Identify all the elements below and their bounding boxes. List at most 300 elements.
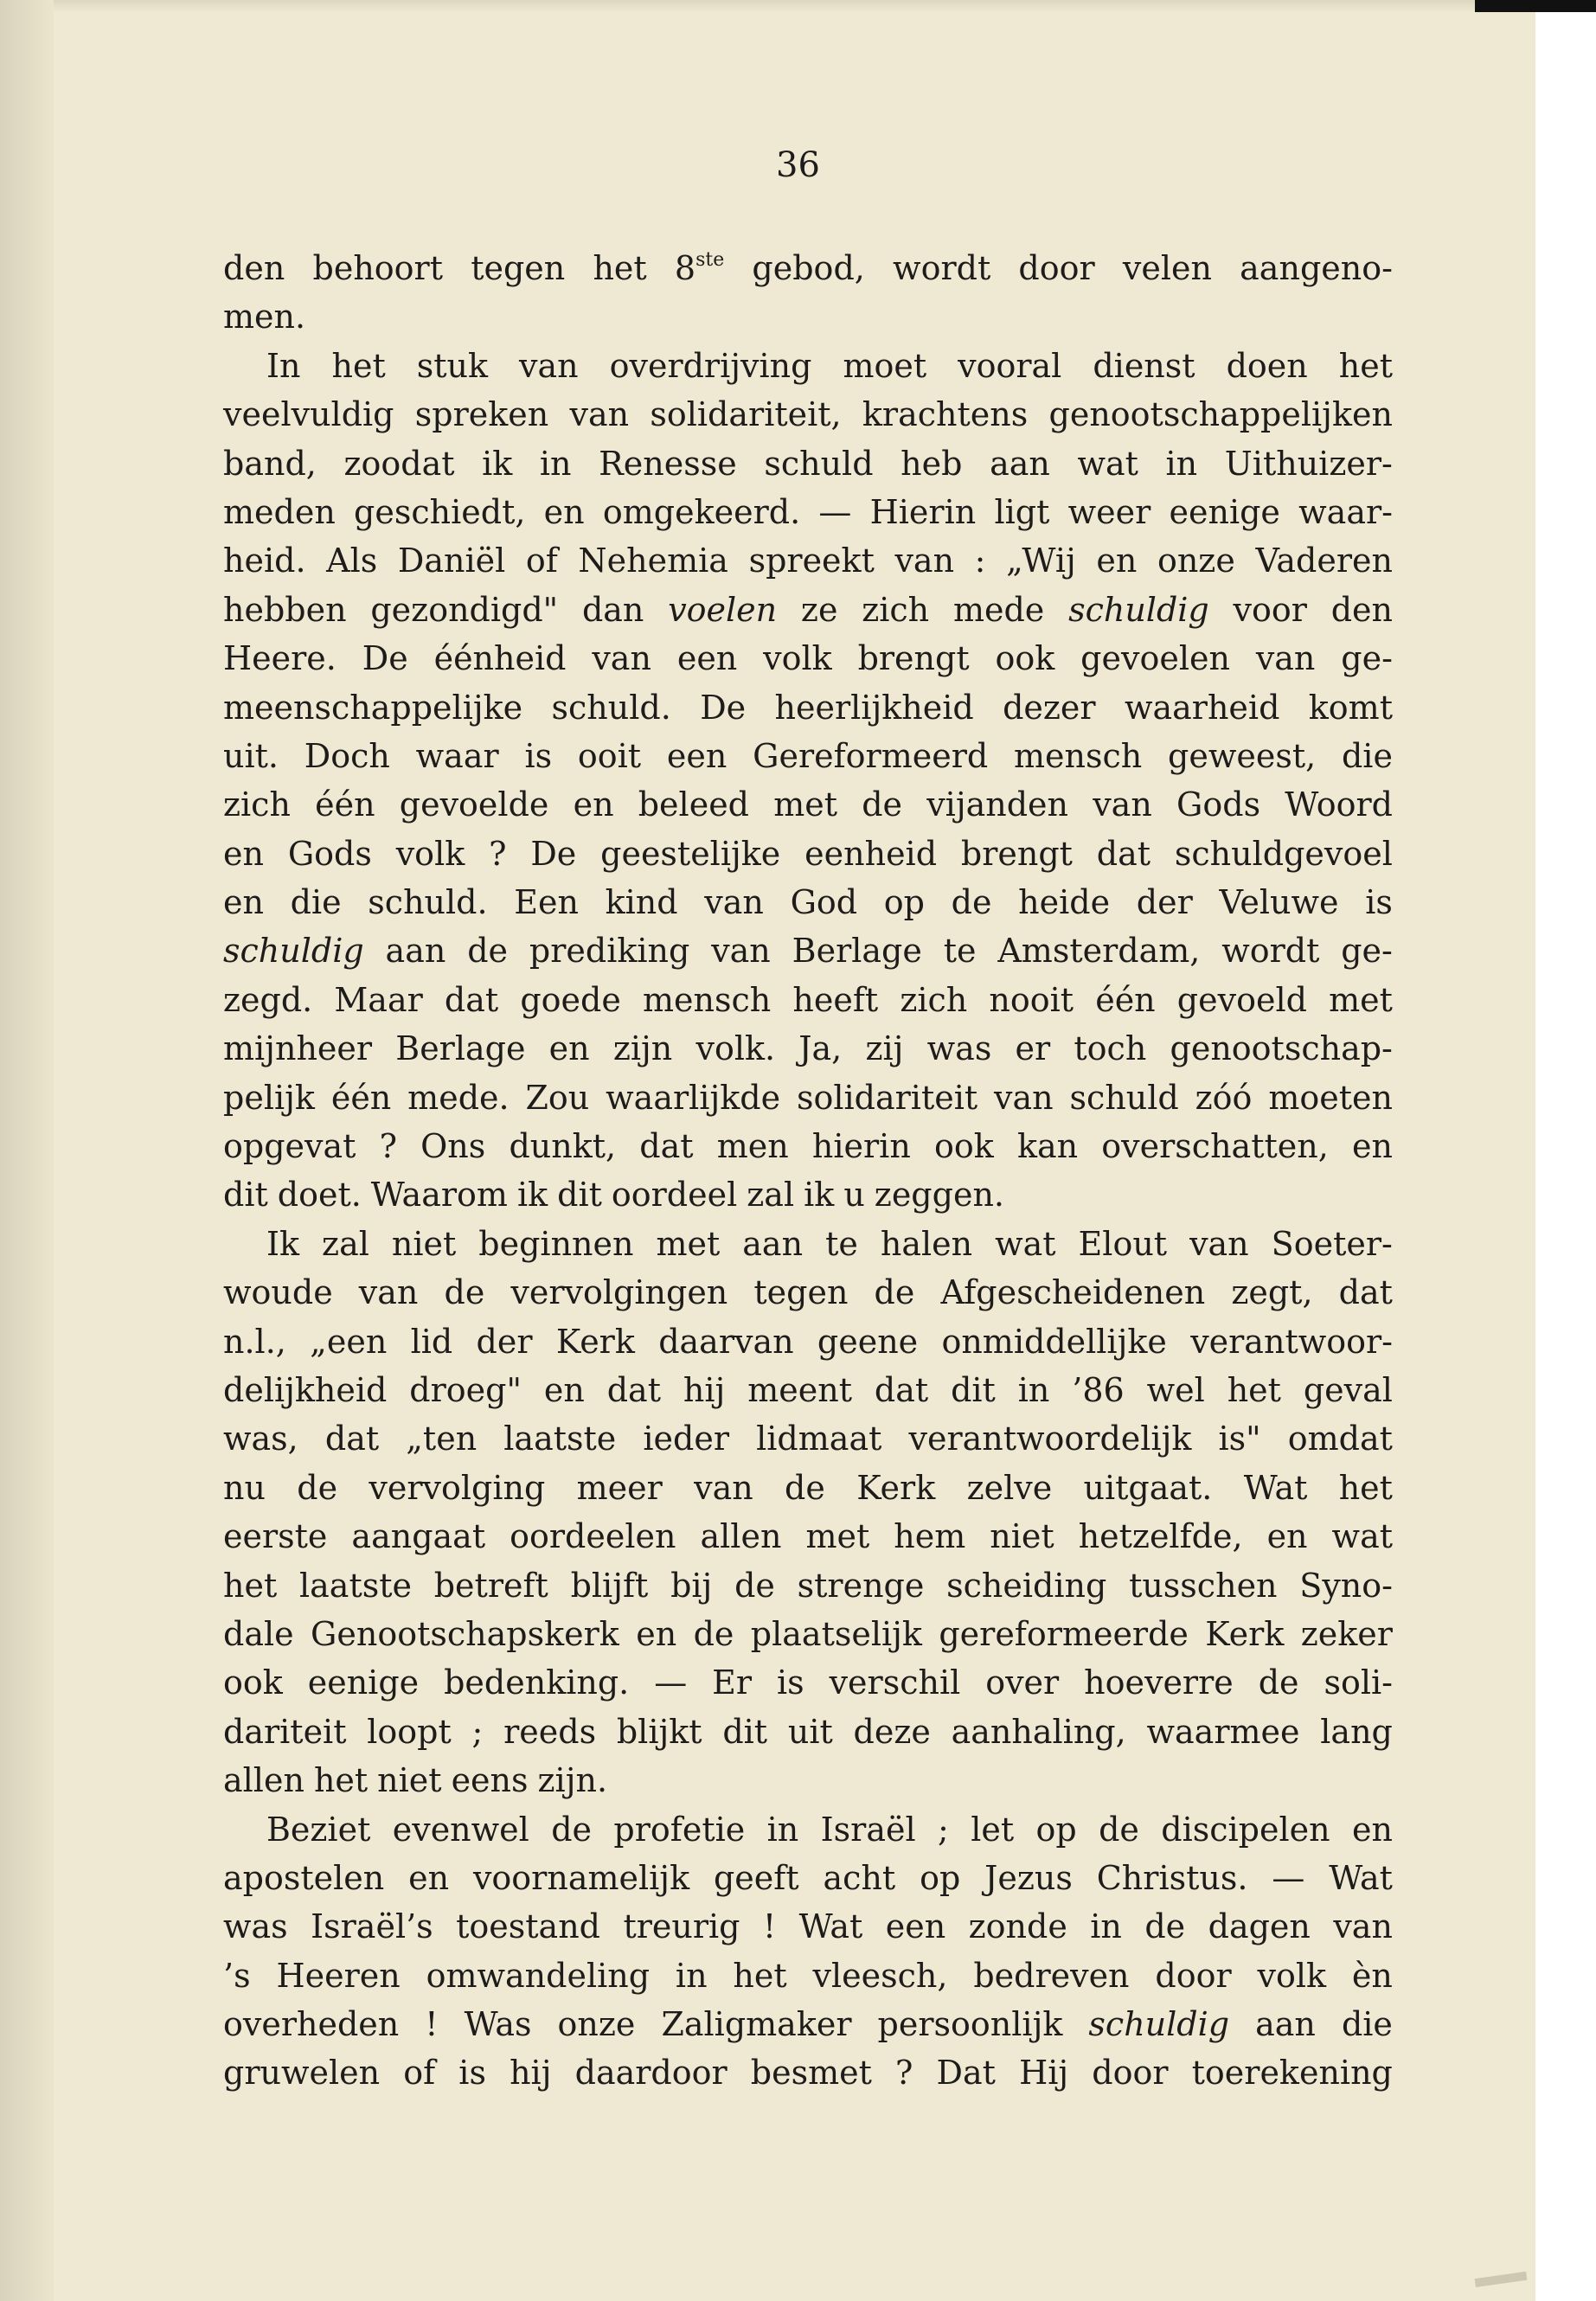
word: Waarom: [370, 1176, 508, 1215]
word: en: [1096, 542, 1138, 580]
word: aan: [990, 444, 1050, 483]
word: behoort: [312, 249, 443, 287]
word: één: [315, 785, 375, 824]
word: heb: [901, 444, 963, 483]
word: Kerk: [856, 1468, 936, 1507]
word: is: [776, 1663, 804, 1702]
word: doet.: [277, 1176, 362, 1215]
word: zelve: [966, 1468, 1053, 1507]
word: onze: [1157, 542, 1235, 580]
word: bedenking.: [444, 1663, 630, 1702]
word: der: [1136, 883, 1193, 922]
word: lang: [1320, 1712, 1393, 1751]
word: omgekeerd.: [602, 492, 801, 531]
word: aan: [742, 1224, 804, 1263]
word: en: [1351, 1127, 1393, 1166]
word: eerste: [223, 1517, 328, 1556]
text-line: [223, 780, 1393, 829]
word: Dat: [936, 2054, 996, 2093]
word: Een: [514, 883, 579, 922]
word: voor: [1233, 590, 1307, 629]
word: pelijk: [223, 1078, 315, 1117]
word: aangaat: [351, 1517, 486, 1556]
word: zóó: [1195, 1078, 1253, 1117]
word: nu: [223, 1468, 266, 1507]
word: zijn.: [537, 1761, 608, 1800]
word: gebod,: [752, 249, 865, 287]
word: goede: [520, 980, 621, 1019]
word: Ja,: [798, 1029, 843, 1068]
word: ;: [938, 1810, 949, 1849]
text-line: [223, 1268, 1393, 1317]
word: het: [1227, 1370, 1281, 1409]
word: die: [290, 883, 342, 922]
word: de: [734, 1566, 775, 1605]
word: waarlijkde: [606, 1078, 781, 1117]
word: Soeter-: [1271, 1224, 1393, 1263]
word: krachtens: [862, 395, 1029, 434]
word: den: [223, 249, 285, 287]
word: Was: [464, 2005, 532, 2044]
word: spreken: [414, 395, 549, 434]
word: stuk: [416, 346, 488, 385]
word: dit: [951, 1370, 996, 1409]
word: over: [985, 1663, 1060, 1702]
word: of: [525, 542, 558, 580]
word: dariteit: [223, 1712, 347, 1751]
word: dezer: [1003, 688, 1096, 727]
word: zich: [900, 980, 968, 1019]
text-line: [223, 1317, 1393, 1366]
word: uit.: [223, 736, 279, 775]
word: reeds: [503, 1712, 597, 1751]
text-line: [223, 390, 1393, 439]
word: dagen: [1208, 1907, 1311, 1946]
word: één: [330, 1078, 392, 1117]
word: ik: [516, 1176, 548, 1215]
word: Er: [712, 1663, 753, 1702]
word: moeten: [1268, 1078, 1393, 1117]
text-line: [223, 244, 1393, 292]
word: beleed: [638, 785, 750, 824]
text-line: [223, 1658, 1393, 1707]
word: u: [843, 1176, 865, 1215]
word: de: [1258, 1663, 1299, 1702]
word: door: [1018, 249, 1095, 287]
word: De: [530, 834, 577, 873]
word: oordeel: [611, 1176, 738, 1215]
word: heeft: [792, 980, 879, 1019]
word: vijanden: [926, 785, 1069, 824]
word: ?: [895, 2054, 913, 2093]
word: lid: [410, 1322, 453, 1361]
word: veelvuldig: [223, 395, 394, 434]
text-line: [223, 1464, 1393, 1512]
word: Nehemia: [578, 542, 728, 580]
word: èn: [1351, 1956, 1393, 1995]
word: door: [1092, 2054, 1169, 2093]
word: Wat: [798, 1907, 863, 1946]
word: wat: [995, 1224, 1056, 1263]
word: band,: [223, 444, 317, 483]
word: schuldig: [1068, 590, 1209, 629]
word: heid.: [223, 542, 306, 580]
word: en: [636, 1614, 677, 1653]
word: Amsterdam,: [997, 932, 1201, 971]
word: en: [543, 492, 585, 531]
word: toerekening: [1191, 2054, 1393, 2093]
text-line: [223, 1902, 1393, 1951]
word: evenwel: [392, 1810, 529, 1849]
word: Afgescheidenen: [940, 1273, 1206, 1312]
scan-left-margin: [0, 0, 54, 2301]
word: van: [1093, 785, 1152, 824]
word: Woord: [1285, 785, 1393, 824]
word: zal: [747, 1176, 795, 1215]
word: die: [1341, 2005, 1393, 2044]
word: hetzelfde,: [1078, 1517, 1243, 1556]
word: is": [1218, 1420, 1261, 1458]
word: solidariteit: [796, 1078, 978, 1117]
word: van: [994, 1078, 1054, 1117]
word: :: [974, 542, 986, 580]
text-line: [223, 1561, 1393, 1610]
word: moet: [843, 346, 927, 385]
text-line: [223, 342, 1393, 390]
word: dit: [223, 1176, 268, 1215]
word: in: [766, 1810, 799, 1849]
word: gevoelde: [399, 785, 549, 824]
word: een: [666, 736, 727, 775]
word: Heere.: [223, 639, 337, 678]
word: doen: [1226, 346, 1308, 385]
word: uitgaat.: [1083, 1468, 1213, 1507]
word: Kerk: [555, 1322, 635, 1361]
word: ;: [471, 1712, 484, 1751]
word: schuld.: [368, 883, 488, 922]
scan-speck: [1475, 2272, 1528, 2287]
body-text: [223, 244, 1393, 2098]
word: met: [805, 1517, 870, 1556]
word: den: [1330, 590, 1393, 629]
word: in: [539, 444, 572, 483]
word: allen: [223, 1761, 304, 1800]
word: zij: [865, 1029, 904, 1068]
word: Jezus: [984, 1858, 1073, 1897]
word: en: [1266, 1517, 1308, 1556]
word: en: [1351, 1810, 1393, 1849]
text-line: [223, 1366, 1393, 1414]
word: zijn: [612, 1029, 673, 1068]
word: ook: [223, 1663, 283, 1702]
word: Beziet: [266, 1810, 371, 1849]
word: zonde: [968, 1907, 1067, 1946]
word: volk.: [695, 1029, 776, 1068]
word: in: [1017, 1370, 1050, 1409]
word: „een: [310, 1322, 388, 1361]
word: op: [883, 883, 925, 922]
word: die: [1341, 736, 1393, 775]
word: Als: [326, 542, 378, 580]
word: in: [1090, 1907, 1122, 1946]
word: volk: [1257, 1956, 1327, 1995]
word: in: [1165, 444, 1198, 483]
word: met: [656, 1224, 721, 1263]
word: Daniël: [397, 542, 506, 580]
word: Kerk: [1205, 1614, 1285, 1653]
word: Ons: [420, 1127, 486, 1166]
page-number: 36: [776, 145, 820, 185]
word: ook: [995, 639, 1055, 678]
word: dat: [1338, 1273, 1393, 1312]
word: weer: [1067, 492, 1151, 531]
word: In: [266, 346, 301, 385]
word: der: [476, 1322, 533, 1361]
word: waarmee: [1146, 1712, 1300, 1751]
word: was: [223, 1907, 288, 1946]
word: Genootschapskerk: [311, 1614, 619, 1653]
word: woude: [223, 1273, 333, 1312]
word: Maar: [334, 980, 423, 1019]
word: lidmaat: [756, 1420, 882, 1458]
word: oordeelen: [510, 1517, 676, 1556]
word: prediking: [529, 932, 690, 971]
word: aan: [1255, 2005, 1316, 2044]
word: zal: [322, 1224, 369, 1263]
word: !: [425, 2005, 439, 2044]
word: vleesch,: [812, 1956, 948, 1995]
word: kind: [605, 883, 678, 922]
word: ik: [482, 444, 513, 483]
word: tegen: [471, 249, 566, 287]
word: éénheid: [433, 639, 567, 678]
word: hierin: [811, 1127, 911, 1166]
scan-right-margin: [1535, 0, 1596, 2301]
text-line: [223, 1122, 1393, 1170]
word: —: [818, 492, 852, 531]
word: met: [1329, 980, 1393, 1019]
word: De: [362, 639, 408, 678]
word: brengt: [857, 639, 970, 678]
word: ?: [379, 1127, 397, 1166]
word: dale: [223, 1614, 294, 1653]
word: daarvan: [658, 1322, 794, 1361]
word: God: [790, 883, 858, 922]
word: eenige: [307, 1663, 420, 1702]
word: dit: [722, 1712, 768, 1751]
word: het: [223, 1566, 278, 1605]
word: zegd.: [223, 980, 313, 1019]
word: aangeno-: [1240, 249, 1393, 287]
word: kan: [1016, 1127, 1079, 1166]
word: Wat: [1243, 1468, 1308, 1507]
word: droeg": [409, 1370, 522, 1409]
word: vervolgingen: [510, 1273, 728, 1312]
word: spreekt: [748, 542, 875, 580]
word: het: [733, 1956, 787, 1995]
word: tegen: [753, 1273, 849, 1312]
word: volk: [763, 639, 832, 678]
text-line: [223, 1756, 1393, 1804]
word: was: [926, 1029, 992, 1068]
word: „ten: [406, 1420, 478, 1458]
word: van: [519, 346, 579, 385]
text-line: [223, 1024, 1393, 1073]
word: de: [551, 1810, 593, 1849]
word: omdat: [1287, 1420, 1393, 1458]
word: mensch: [1013, 736, 1143, 775]
word: bij: [670, 1566, 713, 1605]
word: de: [1144, 1907, 1186, 1946]
word: aan: [385, 932, 446, 971]
word: geval: [1303, 1370, 1393, 1409]
word: zegt,: [1231, 1273, 1313, 1312]
word: men: [716, 1127, 789, 1166]
word: en: [548, 1029, 590, 1068]
word: de: [1099, 1810, 1139, 1849]
word: mede: [952, 590, 1045, 629]
word: zich: [862, 590, 930, 629]
word: waar: [415, 736, 499, 775]
text-line: [223, 586, 1393, 634]
text-line: [223, 292, 1393, 341]
word: schuld: [764, 444, 874, 483]
word: te: [825, 1224, 858, 1263]
word: acht: [823, 1858, 896, 1897]
text-line: [223, 926, 1393, 975]
word: blijkt: [616, 1712, 702, 1751]
text-line: [223, 488, 1393, 536]
word: vooral: [958, 346, 1062, 385]
word: besmet: [750, 2054, 872, 2093]
word: van: [569, 395, 630, 434]
word: profetie: [613, 1810, 746, 1849]
word: waar-: [1298, 492, 1393, 531]
word: gevoelen: [1080, 639, 1230, 678]
word: zoodat: [343, 444, 455, 483]
word: van: [592, 639, 651, 678]
word: van: [704, 883, 764, 922]
word: het: [331, 346, 386, 385]
word: ?: [489, 834, 507, 873]
text-line: [223, 634, 1393, 683]
word: let: [971, 1810, 1015, 1849]
word: voelen: [668, 590, 778, 629]
word: dat: [444, 980, 499, 1019]
word: blijft: [570, 1566, 649, 1605]
word: ’86: [1072, 1370, 1125, 1409]
word: schuldig: [223, 932, 364, 971]
word: van: [1255, 639, 1316, 678]
word: verantwoor-: [1190, 1322, 1393, 1361]
word: schuldig: [1088, 2005, 1230, 2044]
word: solidariteit,: [650, 395, 842, 434]
word: niet: [990, 1517, 1054, 1556]
word: zeker: [1300, 1614, 1393, 1653]
word: Hij: [1019, 2054, 1069, 2093]
word: overheden: [223, 2005, 400, 2044]
word: hoeverre: [1084, 1663, 1234, 1702]
word: ook: [933, 1127, 994, 1166]
word: op: [920, 1858, 961, 1897]
scan-corner-mark: [1475, 0, 1596, 12]
text-line: [223, 1805, 1393, 1854]
word: daardoor: [574, 2054, 727, 2093]
word: niet: [377, 1761, 442, 1800]
word: mijnheer: [223, 1029, 373, 1068]
word: eens: [451, 1761, 529, 1800]
word: hebben: [223, 590, 347, 629]
word: halen: [880, 1224, 973, 1263]
word: meent: [747, 1370, 852, 1409]
word: gereformeerde: [939, 1614, 1189, 1653]
word: brengt: [960, 834, 1073, 873]
text-line: [223, 2048, 1393, 2097]
word: bedreven: [973, 1956, 1130, 1995]
word: gevoeld: [1176, 980, 1307, 1019]
word: 8ste: [674, 249, 725, 287]
word: mede.: [407, 1078, 510, 1117]
text-line: [223, 976, 1393, 1024]
word: heerlijkheid: [774, 688, 974, 727]
word: geeft: [713, 1858, 799, 1897]
word: strenge: [797, 1566, 925, 1605]
word: Israël’s: [311, 1907, 433, 1946]
word: meer: [576, 1468, 663, 1507]
word: meden: [223, 492, 336, 531]
word: Heeren: [276, 1956, 401, 1995]
word: discipelen: [1161, 1810, 1330, 1849]
word: te: [943, 932, 977, 971]
word: Ik: [266, 1224, 300, 1263]
word: ligt: [994, 492, 1050, 531]
word: Berlage: [792, 932, 922, 971]
word: Zou: [525, 1078, 590, 1117]
text-line: [223, 1170, 1393, 1219]
word: ge-: [1341, 932, 1393, 971]
word: hem: [894, 1517, 966, 1556]
word: zich: [223, 785, 291, 824]
word: een: [885, 1907, 946, 1946]
word: volk: [395, 834, 465, 873]
word: vervolging: [369, 1468, 546, 1507]
word: is: [1365, 883, 1393, 922]
word: Gods: [1176, 785, 1261, 824]
word: Zaligmaker: [661, 2005, 852, 2044]
word: met: [773, 785, 837, 824]
word: geestelijke: [600, 834, 781, 873]
text-line: [223, 1220, 1393, 1268]
word: is: [458, 2054, 486, 2093]
word: deze: [853, 1712, 931, 1751]
word: wel: [1146, 1370, 1205, 1409]
word: De: [700, 688, 747, 727]
word: ’s: [223, 1956, 251, 1995]
word: dienst: [1093, 346, 1195, 385]
word: van: [358, 1273, 419, 1312]
word: tusschen: [1129, 1566, 1278, 1605]
word: Hierin: [869, 492, 977, 531]
word: in: [675, 1956, 708, 1995]
word: gezondigd": [370, 590, 559, 629]
word: Syno-: [1299, 1566, 1393, 1605]
text-line: [223, 2000, 1393, 2048]
word: de: [297, 1468, 338, 1507]
text-line: [223, 878, 1393, 926]
word: Renesse: [599, 444, 737, 483]
word: Uithuizer-: [1224, 444, 1393, 483]
word: het: [1338, 346, 1393, 385]
